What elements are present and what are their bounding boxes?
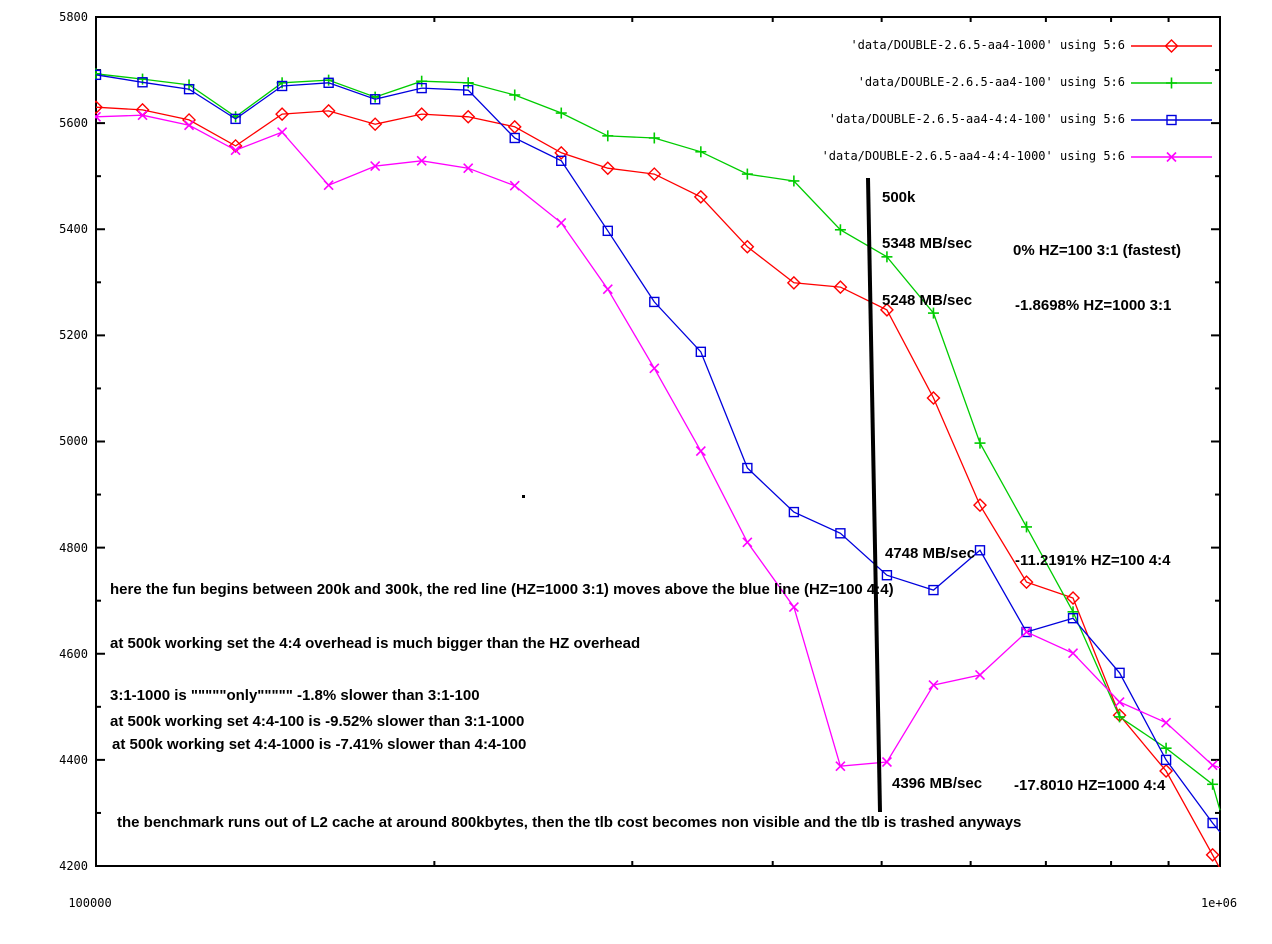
y-tick-label: 4400 bbox=[59, 753, 88, 767]
annotation-only-slower: 3:1-1000 is """""only""""" -1.8% slower than 3:1-100 bbox=[110, 687, 480, 704]
x-tick-label-100000: 100000 bbox=[68, 896, 112, 910]
annotation-l2-cache: the benchmark runs out of L2 cache at around 800kbytes, then the tlb cost becomes non visible and the tlb is trashed anyways bbox=[117, 814, 1022, 831]
y-tick-label: 5200 bbox=[59, 328, 88, 342]
legend-entry-blue bbox=[829, 112, 1125, 126]
y-tick-label: 4200 bbox=[59, 859, 88, 873]
legend-label: 'data/DOUBLE-2.6.5-aa4-4:4-100' using 5:6 bbox=[828, 112, 1125, 126]
y-tick-label: 4800 bbox=[59, 541, 88, 555]
legend-entry-magenta bbox=[822, 149, 1125, 163]
legend-label: 'data/DOUBLE-2.6.5-aa4-4:4-1000' using 5:6 bbox=[821, 149, 1125, 163]
annotation-952-slower: at 500k working set 4:4-100 is -9.52% slower than 3:1-1000 bbox=[110, 713, 525, 730]
annotation-magenta-value: 4396 MB/sec bbox=[892, 775, 983, 792]
annotation-red-value: 5248 MB/sec bbox=[882, 292, 973, 309]
annotation-red-pct: -1.8698% HZ=1000 3:1 bbox=[1015, 297, 1172, 314]
annotation-green-pct: 0% HZ=100 3:1 (fastest) bbox=[1013, 242, 1181, 259]
annotation-44-overhead: at 500k working set the 4:4 overhead is much bigger than the HZ overhead bbox=[110, 635, 641, 652]
y-tick-label: 5400 bbox=[59, 222, 88, 236]
legend-entry-green bbox=[858, 75, 1125, 89]
legend-entry-red bbox=[850, 38, 1125, 52]
series-magenta-hz1000-44 bbox=[92, 111, 1221, 771]
annotation-500k-marker: 500k bbox=[882, 189, 916, 206]
y-tick-label: 5800 bbox=[59, 10, 88, 24]
x-tick-label-1e06: 1e+06 bbox=[1200, 896, 1238, 910]
annotation-741-slower: at 500k working set 4:4-1000 is -7.41% slower than 4:4-100 bbox=[112, 736, 527, 753]
annotation-green-value: 5348 MB/sec bbox=[882, 235, 973, 252]
annotation-fun-begins: here the fun begins between 200k and 300k, the red line (HZ=1000 3:1) moves above the blue line (HZ=100 4:4) bbox=[110, 581, 894, 598]
annotation-blue-value: 4748 MB/sec bbox=[885, 545, 976, 562]
annotation-blue-pct: -11.2191% HZ=100 4:4 bbox=[1015, 552, 1171, 569]
y-tick-label: 5600 bbox=[59, 116, 88, 130]
annotation-magenta-pct: -17.8010 HZ=1000 4:4 bbox=[1014, 777, 1166, 794]
vertical-500k-line bbox=[868, 178, 880, 812]
y-tick-label: 5000 bbox=[59, 434, 88, 448]
series-red-hz1000-31 bbox=[90, 101, 1220, 868]
legend-label: 'data/DOUBLE-2.6.5-aa4-100' using 5:6 bbox=[857, 75, 1125, 89]
legend-label: 'data/DOUBLE-2.6.5-aa4-1000' using 5:6 bbox=[850, 38, 1125, 52]
y-tick-label: 4600 bbox=[59, 647, 88, 661]
